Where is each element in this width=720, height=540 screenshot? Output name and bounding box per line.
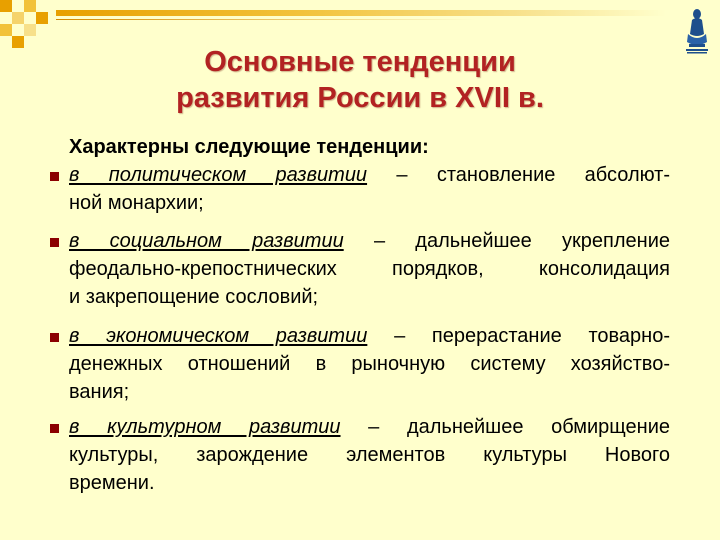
bullet-text: феодально-крепостнических порядков, консолидация [69, 258, 670, 280]
bullet-text: культуры, зарождение элементов культуры Нового [69, 444, 670, 466]
bullet-item-political [69, 161, 670, 217]
square-bullet-icon [50, 238, 59, 247]
slide-title [100, 44, 620, 116]
header-rule-thin [56, 19, 476, 20]
square-bullet-icon [50, 172, 59, 181]
title-line-2: развития России в XVII в. [176, 82, 544, 114]
institution-emblem-icon [680, 4, 714, 56]
bullet-text: ной монархии; [69, 192, 204, 214]
bullet-item-cultural [69, 413, 670, 497]
bullet-text: – становление абсолют- [396, 164, 670, 186]
title-line-1: Основные тенденции [204, 46, 516, 78]
bullet-text: – дальнейшее обмирщение [368, 416, 670, 438]
bullet-emphasis: в культурном развитии [69, 416, 341, 438]
bullet-text: и закрепощение сословий; [69, 286, 319, 308]
square-bullet-icon [50, 424, 59, 433]
bullet-emphasis: в экономическом развитии [69, 325, 368, 347]
bullet-text: денежных отношений в рыночную систему хозяйство- [69, 353, 670, 375]
bullet-text: – перерастание товарно- [394, 325, 670, 347]
bullet-emphasis: в социальном развитии [69, 230, 344, 252]
bullet-emphasis: в политическом развитии [69, 164, 368, 186]
square-bullet-icon [50, 333, 59, 342]
corner-decoration [0, 0, 60, 50]
header-rule [56, 10, 666, 16]
bullet-text: – дальнейшее укрепление [373, 230, 670, 252]
intro-text: Характерны следующие тенденции: [69, 136, 429, 158]
bullet-item-social [69, 227, 670, 311]
bullet-item-economic [69, 322, 670, 406]
bullet-text: вания; [69, 381, 130, 403]
bullet-text: времени. [69, 472, 155, 494]
